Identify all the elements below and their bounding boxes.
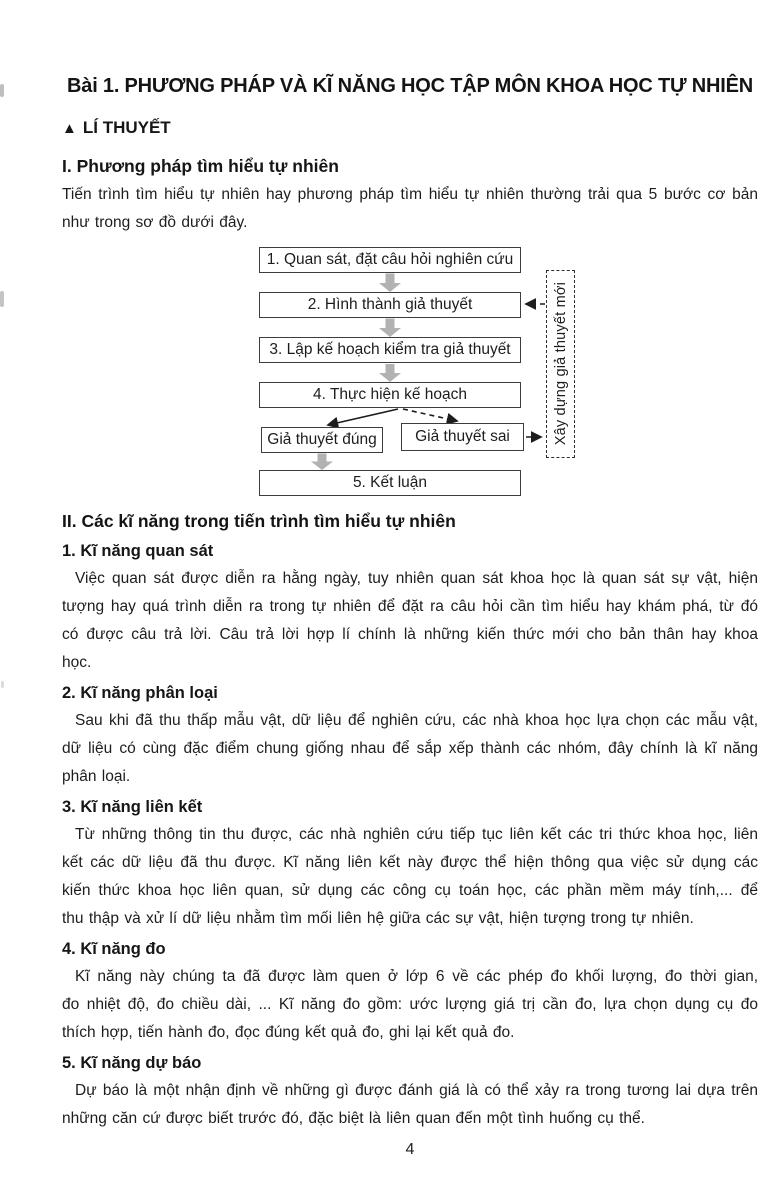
flowchart-branch-true: Giả thuyết đúng [261,427,383,453]
skill-heading-4: 4. Kĩ năng đo [62,940,166,958]
paragraph-line: Việc quan sát được diễn ra hằng ngày, tuy nhiên quan sát khoa học là quan sát sự vật, hiện [75,570,758,587]
flowchart-step-3: 3. Lập kế hoạch kiểm tra giả thuyết [259,337,521,363]
branch-false-arrow [403,409,457,421]
flowchart-side-label: Xây dựng giả thuyết mới [552,282,569,446]
paragraph-line: đo nhiệt độ, đo chiều dài, ... Kĩ năng đo gồm: ước lượng giá trị cần đo, lựa chọn dụng cụ đo [62,996,758,1013]
skill-heading-2: 2. Kĩ năng phân loại [62,684,218,702]
paragraph-line: Tiến trình tìm hiểu tự nhiên hay phương pháp tìm hiểu tự nhiên thường trải qua 5 bước cơ bản [62,186,758,203]
flowchart-step-2: 2. Hình thành giả thuyết [259,292,521,318]
scan-smudge [1,681,4,688]
paragraph-line: thích hợp, tiến hành đo, đọc đúng kết quả đo, ghi lại kết quả đo. [62,1024,515,1041]
paragraph-line: như trong sơ đồ dưới đây. [62,214,248,231]
paragraph-line: phân loại. [62,768,131,785]
paragraph-line: Từ những thông tin thu được, các nhà nghiên cứu tiếp tục liên kết các tri thức khoa học, liên [75,826,758,843]
skill-paragraph-1 [62,565,758,677]
paragraph-line: tượng hay quá trình diễn ra trong tự nhiên để đặt ra câu hỏi cần tìm hiểu hay khám phá, từ đó [62,598,758,615]
skill-paragraph-3 [62,821,758,933]
theory-heading-label: LÍ THUYẾT [82,118,171,137]
down-arrow-icon [379,274,401,293]
flowchart-step-4: 4. Thực hiện kế hoạch [259,382,521,408]
skill-heading-5: 5. Kĩ năng dự báo [62,1054,202,1072]
paragraph-line: kết các dữ liệu đã thu được. Kĩ năng liên kết này được thể hiện thông qua việc sử dụng các [62,854,758,871]
skill-heading-1: 1. Kĩ năng quan sát [62,542,214,560]
down-arrow-icon [311,454,333,471]
paragraph-line: dữ liệu có cùng đặc điểm chung giống nhau để sắp xếp thành các nhóm, đây chính là kĩ năng [62,740,758,757]
intro-paragraph [62,181,758,237]
paragraph-line: những căn cứ được biết trước đó, đặc biệt là liên quan đến một tình huống cụ thể. [62,1110,645,1127]
skill-paragraph-5 [62,1077,758,1133]
flowchart-side-box [546,270,575,458]
section-method-heading: I. Phương pháp tìm hiểu tự nhiên [62,156,339,176]
skill-paragraph-2 [62,707,758,791]
paragraph-line: Kĩ năng này chúng ta đã được làm quen ở lớp 6 về các phép đo khối lượng, đo thời gian, [75,968,758,985]
flowchart-arrows [62,247,758,500]
flowchart-step-5: 5. Kết luận [259,470,521,496]
paragraph-line: Sau khi đã thu thấp mẫu vật, dữ liệu để nghiên cứu, các nhà khoa học lựa chọn các mẫu vật, [75,712,758,729]
page-number: 4 [405,1141,415,1158]
paragraph-line: thu thập và xử lí dữ liệu nhằm tìm mối liên hệ giữa các sự vật, hiện tượng trong tự nhiên. [62,910,694,927]
scan-smudge [0,84,4,97]
paragraph-line: kiến thức khoa học liên quan, sử dụng các công cụ toán học, các phần mềm máy tính,... để [62,882,758,899]
skill-paragraph-4 [62,963,758,1047]
paragraph-line: có được câu trả lời. Câu trả lời hợp lí chính là những kiến thức mới cho bản thân hay khoa [62,626,758,643]
flowchart-branch-false: Giả thuyết sai [401,423,524,451]
paragraph-line: học. [62,654,92,671]
scan-smudge [0,291,4,307]
paragraph-line: Dự báo là một nhận định về những gì được đánh giá là có thể xảy ra trong tương lai dựa trên [75,1082,758,1099]
branch-true-arrow [328,409,398,425]
section-skills-heading: II. Các kĩ năng trong tiến trình tìm hiểu tự nhiên [62,511,456,531]
method-flowchart [62,247,758,500]
flowchart-step-1: 1. Quan sát, đặt câu hỏi nghiên cứu [259,247,521,273]
down-arrow-icon [379,319,401,338]
theory-heading [62,116,758,141]
down-arrow-icon [379,364,401,382]
skill-heading-3: 3. Kĩ năng liên kết [62,798,203,816]
triangle-icon: ▲ [62,120,77,137]
lesson-title: Bài 1. PHƯƠNG PHÁP VÀ KĨ NĂNG HỌC TẬP MÔN KHOA HỌC TỰ NHIÊN [67,75,753,97]
